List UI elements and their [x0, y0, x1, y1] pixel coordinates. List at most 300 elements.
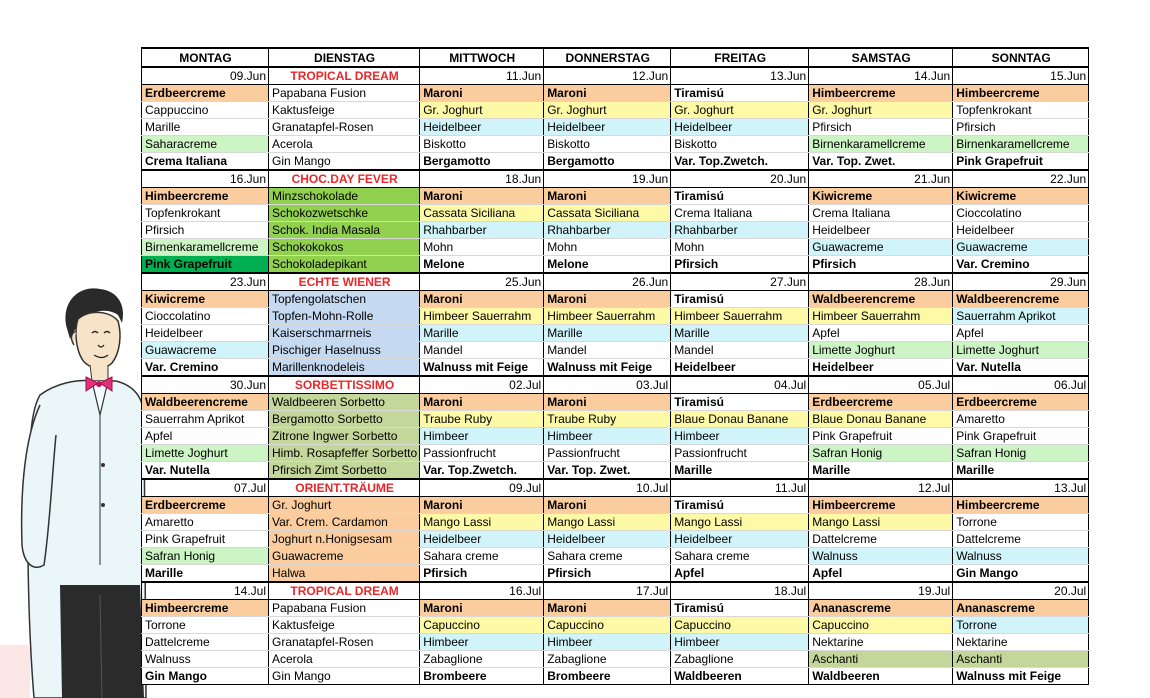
- flavor-cell: Maroni: [420, 291, 544, 308]
- date-cell: 13.Jun: [671, 67, 809, 85]
- flavor-cell: Gr. Joghurt: [544, 102, 671, 119]
- waiter-face: [76, 312, 120, 368]
- flavor-cell: Var. Cremino: [142, 359, 269, 377]
- flavor-cell: Zabaglione: [671, 651, 809, 668]
- flavor-cell: Marille: [142, 119, 269, 136]
- flavor-cell: Melone: [420, 256, 544, 274]
- date-cell: 29.Jun: [953, 273, 1089, 291]
- flavor-cell: Tiramisú: [671, 394, 809, 411]
- flavor-cell: Aschanti: [809, 651, 953, 668]
- flavor-cell: Heidelbeer: [809, 359, 953, 377]
- flavor-cell: Waldbeeren: [671, 668, 809, 685]
- flavor-cell: Gin Mango: [142, 668, 269, 685]
- flavor-cell: Marille: [671, 325, 809, 342]
- flavor-cell: Guawacreme: [269, 548, 420, 565]
- flavor-cell: Birnenkaramellcreme: [142, 239, 269, 256]
- flavor-cell: Maroni: [544, 600, 671, 617]
- flavor-cell: Apfel: [142, 428, 269, 445]
- flavor-cell: Heidelbeer: [809, 222, 953, 239]
- flavor-cell: Pink Grapefruit: [142, 256, 269, 274]
- flavor-cell: Topfengolatschen: [269, 291, 420, 308]
- flavor-cell: Gin Mango: [269, 668, 420, 685]
- flavor-cell: Safran Honig: [809, 445, 953, 462]
- flavor-cell: Maroni: [420, 394, 544, 411]
- date-cell: 26.Jun: [544, 273, 671, 291]
- date-cell: 14.Jul: [142, 582, 269, 600]
- flavor-cell: Rhahbarber: [671, 222, 809, 239]
- date-cell: 07.Jul: [142, 479, 269, 497]
- flavor-cell: Var. Top.Zwetch.: [420, 462, 544, 480]
- flavor-cell: Topfen-Mohn-Rolle: [269, 308, 420, 325]
- flavor-cell: Halwa: [269, 565, 420, 583]
- flavor-cell: Brombeere: [544, 668, 671, 685]
- flavor-cell: Apfel: [809, 565, 953, 583]
- flavor-cell: Walnuss: [142, 651, 269, 668]
- flavor-cell: Himbeercreme: [142, 600, 269, 617]
- flavor-cell: Walnuss mit Feige: [953, 668, 1089, 685]
- flavor-cell: Cassata Siciliana: [544, 205, 671, 222]
- flavor-cell: Birnenkaramellcreme: [809, 136, 953, 153]
- flavor-cell: Zabaglione: [420, 651, 544, 668]
- flavor-cell: Pfirsich: [809, 256, 953, 274]
- flavor-cell: Bergamotto: [420, 153, 544, 171]
- date-cell: 14.Jun: [809, 67, 953, 85]
- flavor-cell: Apfel: [953, 325, 1089, 342]
- flavor-cell: Ananascreme: [953, 600, 1089, 617]
- date-cell: 06.Jul: [953, 376, 1089, 394]
- flavor-cell: Himbeercreme: [809, 85, 953, 102]
- flavor-cell: Himbeer Sauerrahm: [420, 308, 544, 325]
- week-date-row: [142, 170, 1089, 188]
- flavor-cell: Erdbeercreme: [809, 394, 953, 411]
- flavor-cell: Maroni: [420, 188, 544, 205]
- flavor-row: [142, 411, 1089, 428]
- theme-day-title: ORIENT.TRÄUME: [269, 479, 420, 497]
- flavor-cell: Traube Ruby: [544, 411, 671, 428]
- flavor-cell: Nektarine: [809, 634, 953, 651]
- flavor-cell: Waldbeerencreme: [142, 394, 269, 411]
- flavor-cell: Pfirsich Zimt Sorbetto: [269, 462, 420, 480]
- flavor-row: [142, 548, 1089, 565]
- date-cell: 11.Jun: [420, 67, 544, 85]
- flavor-cell: Guawacreme: [809, 239, 953, 256]
- flavor-cell: Himbeer Sauerrahm: [671, 308, 809, 325]
- flavor-cell: Waldbeerencreme: [953, 291, 1089, 308]
- week-date-row: [142, 273, 1089, 291]
- flavor-cell: Sauerrahm Aprikot: [142, 411, 269, 428]
- flavor-cell: Kiwicreme: [953, 188, 1089, 205]
- waiter-illustration: [0, 265, 150, 698]
- flavor-row: [142, 617, 1089, 634]
- flavor-cell: Gin Mango: [269, 153, 420, 171]
- flavor-cell: Waldbeeren: [809, 668, 953, 685]
- flavor-row: [142, 462, 1089, 480]
- flavor-cell: Acerola: [269, 136, 420, 153]
- flavor-cell: Biskotto: [544, 136, 671, 153]
- flavor-cell: Mango Lassi: [809, 514, 953, 531]
- flavor-cell: Pink Grapefruit: [953, 428, 1089, 445]
- flavor-cell: Himbeer: [671, 634, 809, 651]
- day-header-samstag: SAMSTAG: [809, 48, 953, 67]
- flavor-cell: Joghurt n.Honigsesam: [269, 531, 420, 548]
- flavor-cell: Aschanti: [953, 651, 1089, 668]
- flavor-cell: Heidelbeer: [953, 222, 1089, 239]
- flavor-cell: Kaktusfeige: [269, 102, 420, 119]
- flavor-cell: Heidelbeer: [671, 531, 809, 548]
- flavor-cell: Sauerrahm Aprikot: [953, 308, 1089, 325]
- date-cell: 17.Jul: [544, 582, 671, 600]
- flavor-cell: Marillenknodeleis: [269, 359, 420, 377]
- flavor-cell: Torrone: [142, 617, 269, 634]
- flavor-cell: Pfirsich: [671, 256, 809, 274]
- date-cell: 09.Jul: [420, 479, 544, 497]
- date-cell: 18.Jun: [420, 170, 544, 188]
- flavor-cell: Safran Honig: [142, 548, 269, 565]
- flavor-cell: Maroni: [544, 394, 671, 411]
- flavor-cell: Var. Cremino: [953, 256, 1089, 274]
- flavor-cell: Maroni: [420, 497, 544, 514]
- day-header-freitag: FREITAG: [671, 48, 809, 67]
- flavor-cell: Guawacreme: [953, 239, 1089, 256]
- flavor-cell: Himbeer: [544, 428, 671, 445]
- flavor-cell: Schokokokos: [269, 239, 420, 256]
- date-cell: 16.Jun: [142, 170, 269, 188]
- date-cell: 15.Jun: [953, 67, 1089, 85]
- flavor-cell: Birnenkaramellcreme: [953, 136, 1089, 153]
- day-header-donnerstag: DONNERSTAG: [544, 48, 671, 67]
- date-cell: 18.Jul: [671, 582, 809, 600]
- flavor-cell: Capuccino: [671, 617, 809, 634]
- flavor-cell: Apfel: [671, 565, 809, 583]
- calendar-body: [142, 67, 1089, 685]
- flavor-cell: Marille: [809, 462, 953, 480]
- flavor-cell: Var. Nutella: [953, 359, 1089, 377]
- flavor-cell: Cassata Siciliana: [420, 205, 544, 222]
- flavor-cell: Heidelbeer: [142, 325, 269, 342]
- flavor-cell: Schok. India Masala: [269, 222, 420, 239]
- flavor-cell: Tiramisú: [671, 497, 809, 514]
- day-header-row: [142, 48, 1089, 67]
- flavor-cell: Topfenkrokant: [142, 205, 269, 222]
- flavor-cell: Walnuss mit Feige: [544, 359, 671, 377]
- flavor-cell: Amaretto: [142, 514, 269, 531]
- flavor-row: [142, 428, 1089, 445]
- flavor-cell: Mandel: [420, 342, 544, 359]
- flavor-cell: Pfirsich: [544, 565, 671, 583]
- flavor-cell: Dattelcreme: [953, 531, 1089, 548]
- flavor-row: [142, 668, 1089, 685]
- flavor-cell: Tiramisú: [671, 291, 809, 308]
- flavor-cell: Granatapfel-Rosen: [269, 634, 420, 651]
- flavor-row: [142, 634, 1089, 651]
- day-header-mittwoch: MITTWOCH: [420, 48, 544, 67]
- flavor-row: [142, 136, 1089, 153]
- theme-day-title: CHOC.DAY FEVER: [269, 170, 420, 188]
- flavor-cell: Tiramisú: [671, 600, 809, 617]
- flavor-row: [142, 325, 1089, 342]
- flavor-cell: Pink Grapefruit: [809, 428, 953, 445]
- flavor-row: [142, 600, 1089, 617]
- date-cell: 20.Jun: [671, 170, 809, 188]
- flavor-cell: Biskotto: [420, 136, 544, 153]
- flavor-cell: Mohn: [544, 239, 671, 256]
- flavor-cell: Apfel: [809, 325, 953, 342]
- flavor-row: [142, 256, 1089, 274]
- date-cell: 05.Jul: [809, 376, 953, 394]
- flavor-row: [142, 119, 1089, 136]
- flavor-cell: Himbeercreme: [953, 85, 1089, 102]
- week-date-row: [142, 582, 1089, 600]
- date-cell: 12.Jun: [544, 67, 671, 85]
- flavor-cell: Minzschokolade: [269, 188, 420, 205]
- flavor-row: [142, 291, 1089, 308]
- flavor-cell: Zabaglione: [544, 651, 671, 668]
- date-cell: 09.Jun: [142, 67, 269, 85]
- flavor-cell: Saharacreme: [142, 136, 269, 153]
- flavor-row: [142, 531, 1089, 548]
- flavor-cell: Guawacreme: [142, 342, 269, 359]
- flavor-cell: Marille: [544, 325, 671, 342]
- flavor-cell: Acerola: [269, 651, 420, 668]
- flavor-cell: Dattelcreme: [809, 531, 953, 548]
- flavor-row: [142, 497, 1089, 514]
- flavor-cell: Limette Joghurt: [142, 445, 269, 462]
- flavor-cell: Capuccino: [544, 617, 671, 634]
- flavor-cell: Walnuss mit Feige: [420, 359, 544, 377]
- flavor-cell: Topfenkrokant: [953, 102, 1089, 119]
- flavor-row: [142, 205, 1089, 222]
- date-cell: 02.Jul: [420, 376, 544, 394]
- flavor-cell: Maroni: [544, 291, 671, 308]
- theme-day-title: TROPICAL DREAM: [269, 582, 420, 600]
- flavor-cell: Var. Crem. Cardamon: [269, 514, 420, 531]
- flavor-cell: Gin Mango: [953, 565, 1089, 583]
- date-cell: 11.Jul: [671, 479, 809, 497]
- flavor-cell: Crema Italiana: [142, 153, 269, 171]
- flavor-cell: Pfirsich: [809, 119, 953, 136]
- flavor-cell: Var. Top. Zwet.: [809, 153, 953, 171]
- flavor-cell: Mandel: [671, 342, 809, 359]
- flavor-cell: Rhahbarber: [420, 222, 544, 239]
- flavor-cell: Capuccino: [809, 617, 953, 634]
- flavor-cell: Pfirsich: [142, 222, 269, 239]
- flavor-cell: Pfirsich: [420, 565, 544, 583]
- date-cell: 30.Jun: [142, 376, 269, 394]
- date-cell: 04.Jul: [671, 376, 809, 394]
- flavor-cell: Pischiger Haselnuss: [269, 342, 420, 359]
- flavor-cell: Traube Ruby: [420, 411, 544, 428]
- flavor-row: [142, 359, 1089, 377]
- flavor-cell: Himb. Rosapfeffer Sorbetto: [269, 445, 420, 462]
- flavor-cell: Pink Grapefruit: [953, 153, 1089, 171]
- flavor-cell: Schokoladepikant: [269, 256, 420, 274]
- date-cell: 20.Jul: [953, 582, 1089, 600]
- date-cell: 22.Jun: [953, 170, 1089, 188]
- date-cell: 27.Jun: [671, 273, 809, 291]
- flavor-cell: Papabana Fusion: [269, 600, 420, 617]
- flavor-cell: Mango Lassi: [671, 514, 809, 531]
- flavor-cell: Biskotto: [671, 136, 809, 153]
- flavor-cell: Maroni: [544, 85, 671, 102]
- flavor-cell: Rhahbarber: [544, 222, 671, 239]
- flavor-cell: Brombeere: [420, 668, 544, 685]
- flavor-row: [142, 445, 1089, 462]
- theme-day-title: TROPICAL DREAM: [269, 67, 420, 85]
- flavor-cell: Papabana Fusion: [269, 85, 420, 102]
- flavor-cell: Heidelbeer: [420, 531, 544, 548]
- flavor-cell: Mohn: [671, 239, 809, 256]
- flavor-cell: Maroni: [544, 497, 671, 514]
- flavor-cell: Tiramisú: [671, 85, 809, 102]
- flavor-row: [142, 222, 1089, 239]
- flavor-cell: Crema Italiana: [671, 205, 809, 222]
- flavor-cell: Heidelbeer: [420, 119, 544, 136]
- flavor-cell: Cioccolatino: [142, 308, 269, 325]
- date-cell: 10.Jul: [544, 479, 671, 497]
- flavor-row: [142, 394, 1089, 411]
- week-date-row: [142, 67, 1089, 85]
- flavor-cell: Walnuss: [809, 548, 953, 565]
- flavor-cell: Limette Joghurt: [953, 342, 1089, 359]
- flavor-cell: Gr. Joghurt: [420, 102, 544, 119]
- flavor-cell: Bergamotto: [544, 153, 671, 171]
- day-header-montag: MONTAG: [142, 48, 269, 67]
- flavor-cell: Blaue Donau Banane: [809, 411, 953, 428]
- flavor-cell: Tiramisú: [671, 188, 809, 205]
- flavor-row: [142, 239, 1089, 256]
- date-cell: 23.Jun: [142, 273, 269, 291]
- flavor-cell: Kaktusfeige: [269, 617, 420, 634]
- flavor-cell: Blaue Donau Banane: [671, 411, 809, 428]
- flavor-cell: Kiwicreme: [809, 188, 953, 205]
- flavor-cell: Walnuss: [953, 548, 1089, 565]
- flavor-cell: Erdbeercreme: [953, 394, 1089, 411]
- flavor-cell: Cioccolatino: [953, 205, 1089, 222]
- flavor-cell: Himbeer: [671, 428, 809, 445]
- flavor-cell: Mango Lassi: [420, 514, 544, 531]
- flavor-cell: Granatapfel-Rosen: [269, 119, 420, 136]
- flavor-cell: Heidelbeer: [671, 359, 809, 377]
- flavor-cell: Passionfrucht: [420, 445, 544, 462]
- flavor-cell: Amaretto: [953, 411, 1089, 428]
- flavor-cell: Marille: [671, 462, 809, 480]
- flavor-row: [142, 514, 1089, 531]
- flavor-cell: Passionfrucht: [671, 445, 809, 462]
- flavor-cell: Mandel: [544, 342, 671, 359]
- flavor-cell: Heidelbeer: [544, 531, 671, 548]
- flavor-cell: Crema Italiana: [809, 205, 953, 222]
- flavor-cell: Himbeer Sauerrahm: [544, 308, 671, 325]
- flavor-cell: Himbeercreme: [953, 497, 1089, 514]
- flavor-cell: Erdbeercreme: [142, 85, 269, 102]
- flavor-cell: Gr. Joghurt: [809, 102, 953, 119]
- flavor-cell: Marille: [420, 325, 544, 342]
- flavor-cell: Pink Grapefruit: [142, 531, 269, 548]
- week-date-row: [142, 376, 1089, 394]
- flavor-cell: Waldbeeren Sorbetto: [269, 394, 420, 411]
- day-header-dienstag: DIENSTAG: [269, 48, 420, 67]
- flavor-cell: Kaiserschmarrneis: [269, 325, 420, 342]
- flavor-row: [142, 85, 1089, 102]
- flavor-cell: Limette Joghurt: [809, 342, 953, 359]
- flavor-cell: Var. Nutella: [142, 462, 269, 480]
- flavor-cell: Heidelbeer: [544, 119, 671, 136]
- date-cell: 21.Jun: [809, 170, 953, 188]
- flavor-cell: Zitrone Ingwer Sorbetto: [269, 428, 420, 445]
- flavor-cell: Gr. Joghurt: [671, 102, 809, 119]
- date-cell: 03.Jul: [544, 376, 671, 394]
- flavor-cell: Passionfrucht: [544, 445, 671, 462]
- flavor-cell: Var. Top. Zwet.: [544, 462, 671, 480]
- flavor-cell: Dattelcreme: [142, 634, 269, 651]
- flavor-cell: Marille: [142, 565, 269, 583]
- flavor-cell: Torrone: [953, 514, 1089, 531]
- flavor-row: [142, 308, 1089, 325]
- flavor-cell: Himbeer: [420, 428, 544, 445]
- flavor-cell: Torrone: [953, 617, 1089, 634]
- flavor-cell: Pfirsich: [953, 119, 1089, 136]
- flavor-cell: Capuccino: [420, 617, 544, 634]
- flavor-row: [142, 188, 1089, 205]
- flavor-cell: Himbeer: [544, 634, 671, 651]
- date-cell: 28.Jun: [809, 273, 953, 291]
- flavor-cell: Maroni: [420, 85, 544, 102]
- flavor-row: [142, 342, 1089, 359]
- flavor-cell: Sahara creme: [544, 548, 671, 565]
- flavor-cell: Himbeer: [420, 634, 544, 651]
- flavor-cell: Mohn: [420, 239, 544, 256]
- date-cell: 16.Jul: [420, 582, 544, 600]
- flavor-row: [142, 153, 1089, 171]
- day-header-sonntag: SONNTAG: [953, 48, 1089, 67]
- flavor-cell: Maroni: [420, 600, 544, 617]
- date-cell: 25.Jun: [420, 273, 544, 291]
- flavor-row: [142, 102, 1089, 119]
- flavor-cell: Himbeercreme: [809, 497, 953, 514]
- theme-day-title: SORBETTISSIMO: [269, 376, 420, 394]
- flavor-cell: Bergamotto Sorbetto: [269, 411, 420, 428]
- flavor-row: [142, 565, 1089, 583]
- flavor-cell: Kiwicreme: [142, 291, 269, 308]
- flavor-cell: Var. Top.Zwetch.: [671, 153, 809, 171]
- flavor-cell: Marille: [953, 462, 1089, 480]
- flavor-row: [142, 651, 1089, 668]
- flavor-cell: Safran Honig: [953, 445, 1089, 462]
- flavor-cell: Sahara creme: [671, 548, 809, 565]
- date-cell: 19.Jul: [809, 582, 953, 600]
- flavor-cell: Schokozwetschke: [269, 205, 420, 222]
- flavor-cell: Himbeer Sauerrahm: [809, 308, 953, 325]
- flavor-cell: Cappuccino: [142, 102, 269, 119]
- weekly-flavor-calendar: [141, 47, 1089, 685]
- flavor-cell: Waldbeerencreme: [809, 291, 953, 308]
- flavor-cell: Ananascreme: [809, 600, 953, 617]
- date-cell: 19.Jun: [544, 170, 671, 188]
- flavor-cell: Maroni: [544, 188, 671, 205]
- week-date-row: [142, 479, 1089, 497]
- flavor-cell: Gr. Joghurt: [269, 497, 420, 514]
- flavor-cell: Nektarine: [953, 634, 1089, 651]
- flavor-cell: Erdbeercreme: [142, 497, 269, 514]
- flavor-cell: Mango Lassi: [544, 514, 671, 531]
- flavor-cell: Melone: [544, 256, 671, 274]
- flavor-cell: Heidelbeer: [671, 119, 809, 136]
- date-cell: 13.Jul: [953, 479, 1089, 497]
- flavor-cell: Himbeercreme: [142, 188, 269, 205]
- date-cell: 12.Jul: [809, 479, 953, 497]
- theme-day-title: ECHTE WIENER: [269, 273, 420, 291]
- flavor-cell: Sahara creme: [420, 548, 544, 565]
